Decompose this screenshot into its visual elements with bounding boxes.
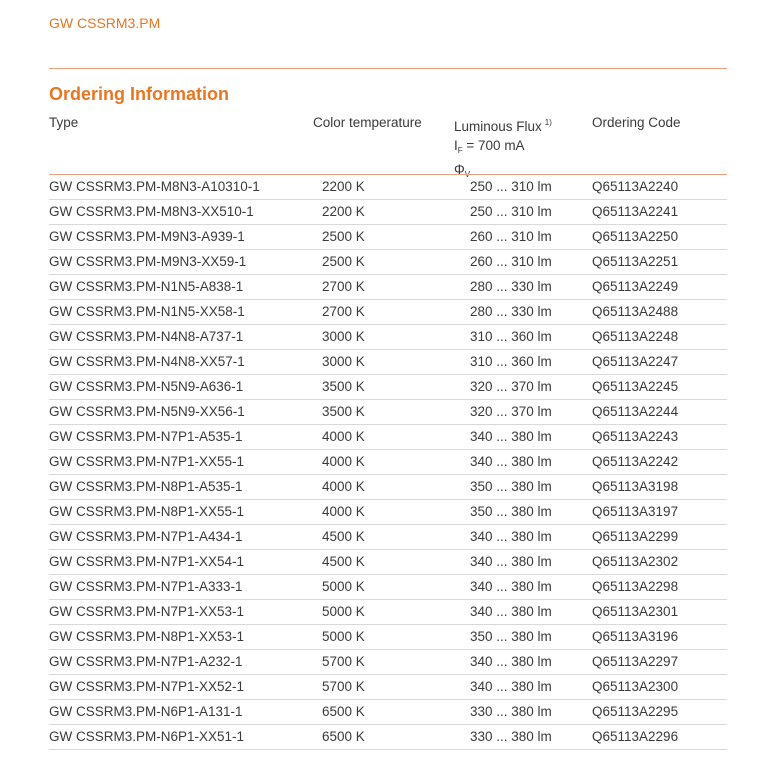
cell-ordering-code: Q65113A2240 — [592, 179, 679, 194]
cell-color-temperature: 3500 K — [322, 379, 365, 394]
cell-type: GW CSSRM3.PM-N6P1-XX51-1 — [49, 729, 245, 744]
cell-color-temperature: 4000 K — [322, 504, 365, 519]
cell-luminous-flux: 340 ... 380 lm — [470, 454, 552, 469]
column-header-type: Type — [49, 115, 79, 130]
cell-luminous-flux: 340 ... 380 lm — [470, 679, 552, 694]
cell-ordering-code: Q65113A2250 — [592, 229, 679, 244]
cell-color-temperature: 5000 K — [322, 579, 365, 594]
cell-ordering-code: Q65113A2248 — [592, 329, 679, 344]
table-row — [49, 200, 727, 225]
cell-luminous-flux: 250 ... 310 lm — [470, 179, 552, 194]
cell-color-temperature: 2200 K — [322, 179, 365, 194]
cell-luminous-flux: 260 ... 310 lm — [470, 229, 552, 244]
cell-luminous-flux: 320 ... 370 lm — [470, 404, 552, 419]
cell-type: GW CSSRM3.PM-N8P1-XX53-1 — [49, 629, 245, 644]
cell-color-temperature: 3000 K — [322, 354, 365, 369]
cell-luminous-flux: 310 ... 360 lm — [470, 329, 552, 344]
table-row — [49, 225, 727, 250]
table-row — [49, 375, 727, 400]
table-row — [49, 250, 727, 275]
cell-ordering-code: Q65113A2241 — [592, 204, 679, 219]
cell-luminous-flux: 340 ... 380 lm — [470, 554, 552, 569]
flux-label: Luminous Flux — [454, 119, 542, 134]
cell-type: GW CSSRM3.PM-N7P1-XX52-1 — [49, 679, 245, 694]
table-row — [49, 525, 727, 550]
cell-color-temperature: 6500 K — [322, 729, 365, 744]
cell-type: GW CSSRM3.PM-N4N8-XX57-1 — [49, 354, 245, 369]
cell-type: GW CSSRM3.PM-N7P1-A232-1 — [49, 654, 243, 669]
cell-luminous-flux: 330 ... 380 lm — [470, 729, 552, 744]
cell-luminous-flux: 310 ... 360 lm — [470, 354, 552, 369]
cell-ordering-code: Q65113A2298 — [592, 579, 679, 594]
cell-type: GW CSSRM3.PM-M8N3-XX510-1 — [49, 204, 254, 219]
table-row — [49, 675, 727, 700]
cell-type: GW CSSRM3.PM-N4N8-A737-1 — [49, 329, 244, 344]
cell-ordering-code: Q65113A3196 — [592, 629, 679, 644]
cell-luminous-flux: 340 ... 380 lm — [470, 604, 552, 619]
flux-footnote: 1) — [544, 118, 552, 127]
cell-luminous-flux: 280 ... 330 lm — [470, 304, 552, 319]
cell-type: GW CSSRM3.PM-N1N5-XX58-1 — [49, 304, 245, 319]
table-row — [49, 300, 727, 325]
cell-color-temperature: 3500 K — [322, 404, 365, 419]
cell-color-temperature: 4500 K — [322, 529, 365, 544]
table-row — [49, 575, 727, 600]
cell-type: GW CSSRM3.PM-N7P1-A333-1 — [49, 579, 243, 594]
cell-type: GW CSSRM3.PM-N5N9-A636-1 — [49, 379, 244, 394]
cell-type: GW CSSRM3.PM-N6P1-A131-1 — [49, 704, 243, 719]
cell-color-temperature: 4000 K — [322, 454, 365, 469]
cell-ordering-code: Q65113A2300 — [592, 679, 679, 694]
table-row — [49, 325, 727, 350]
cell-type: GW CSSRM3.PM-N7P1-XX53-1 — [49, 604, 245, 619]
cell-type: GW CSSRM3.PM-N7P1-A434-1 — [49, 529, 243, 544]
cell-type: GW CSSRM3.PM-M8N3-A10310-1 — [49, 179, 260, 194]
table-row — [49, 475, 727, 500]
cell-color-temperature: 5700 K — [322, 654, 365, 669]
table-row — [49, 350, 727, 375]
column-header-ordering-code: Ordering Code — [592, 115, 681, 130]
cell-type: GW CSSRM3.PM-N7P1-XX55-1 — [49, 454, 245, 469]
cell-ordering-code: Q65113A2251 — [592, 254, 679, 269]
table-row — [49, 500, 727, 525]
table-row — [49, 425, 727, 450]
cell-ordering-code: Q65113A3198 — [592, 479, 679, 494]
cell-color-temperature: 2200 K — [322, 204, 365, 219]
cell-type: GW CSSRM3.PM-N1N5-A838-1 — [49, 279, 244, 294]
table-row — [49, 550, 727, 575]
cell-color-temperature: 5000 K — [322, 629, 365, 644]
cell-ordering-code: Q65113A2297 — [592, 654, 679, 669]
table-row — [49, 175, 727, 200]
cell-luminous-flux: 340 ... 380 lm — [470, 529, 552, 544]
cell-luminous-flux: 330 ... 380 lm — [470, 704, 552, 719]
table-row — [49, 700, 727, 725]
cell-ordering-code: Q65113A2302 — [592, 554, 679, 569]
cell-color-temperature: 5700 K — [322, 679, 365, 694]
table-row — [49, 650, 727, 675]
table-row — [49, 450, 727, 475]
cell-type: GW CSSRM3.PM-N5N9-XX56-1 — [49, 404, 245, 419]
cell-type: GW CSSRM3.PM-N7P1-XX54-1 — [49, 554, 245, 569]
cell-type: GW CSSRM3.PM-N7P1-A535-1 — [49, 429, 243, 444]
cell-ordering-code: Q65113A2295 — [592, 704, 679, 719]
cell-color-temperature: 4000 K — [322, 479, 365, 494]
cell-color-temperature: 3000 K — [322, 329, 365, 344]
cell-ordering-code: Q65113A2245 — [592, 379, 679, 394]
cell-color-temperature: 4000 K — [322, 429, 365, 444]
cell-color-temperature: 2700 K — [322, 304, 365, 319]
cell-type: GW CSSRM3.PM-M9N3-A939-1 — [49, 229, 245, 244]
cell-luminous-flux: 340 ... 380 lm — [470, 429, 552, 444]
cell-ordering-code: Q65113A2299 — [592, 529, 679, 544]
table-row — [49, 625, 727, 650]
cell-type: GW CSSRM3.PM-M9N3-XX59-1 — [49, 254, 247, 269]
table-row — [49, 600, 727, 625]
cell-luminous-flux: 340 ... 380 lm — [470, 579, 552, 594]
cell-ordering-code: Q65113A2488 — [592, 304, 679, 319]
cell-type: GW CSSRM3.PM-N8P1-XX55-1 — [49, 504, 245, 519]
ordering-table — [49, 175, 727, 750]
cell-ordering-code: Q65113A3197 — [592, 504, 679, 519]
flux-phi-symbol: $\Phi_V$ — [454, 162, 471, 179]
cell-luminous-flux: 340 ... 380 lm — [470, 654, 552, 669]
cell-ordering-code: Q65113A2296 — [592, 729, 679, 744]
cell-type: GW CSSRM3.PM-N8P1-A535-1 — [49, 479, 243, 494]
cell-ordering-code: Q65113A2301 — [592, 604, 679, 619]
cell-color-temperature: 2500 K — [322, 229, 365, 244]
cell-color-temperature: 4500 K — [322, 554, 365, 569]
cell-color-temperature: 6500 K — [322, 704, 365, 719]
cell-ordering-code: Q65113A2242 — [592, 454, 679, 469]
product-name: GW CSSRM3.PM — [49, 15, 161, 31]
cell-luminous-flux: 350 ... 380 lm — [470, 504, 552, 519]
cell-luminous-flux: 280 ... 330 lm — [470, 279, 552, 294]
cell-ordering-code: Q65113A2247 — [592, 354, 679, 369]
header-divider — [49, 68, 727, 69]
cell-luminous-flux: 350 ... 380 lm — [470, 629, 552, 644]
cell-luminous-flux: 320 ... 370 lm — [470, 379, 552, 394]
table-row — [49, 275, 727, 300]
cell-luminous-flux: 260 ... 310 lm — [470, 254, 552, 269]
cell-color-temperature: 2700 K — [322, 279, 365, 294]
table-row — [49, 725, 727, 750]
cell-luminous-flux: 250 ... 310 lm — [470, 204, 552, 219]
flux-current-condition: $I_F = 700$ mA — [454, 138, 525, 155]
cell-luminous-flux: 350 ... 380 lm — [470, 479, 552, 494]
column-header-color-temperature: Color temperature — [313, 115, 422, 130]
cell-color-temperature: 5000 K — [322, 604, 365, 619]
cell-color-temperature: 2500 K — [322, 254, 365, 269]
section-title: Ordering Information — [49, 84, 229, 104]
cell-ordering-code: Q65113A2243 — [592, 429, 679, 444]
cell-ordering-code: Q65113A2249 — [592, 279, 679, 294]
cell-ordering-code: Q65113A2244 — [592, 404, 679, 419]
table-row — [49, 400, 727, 425]
